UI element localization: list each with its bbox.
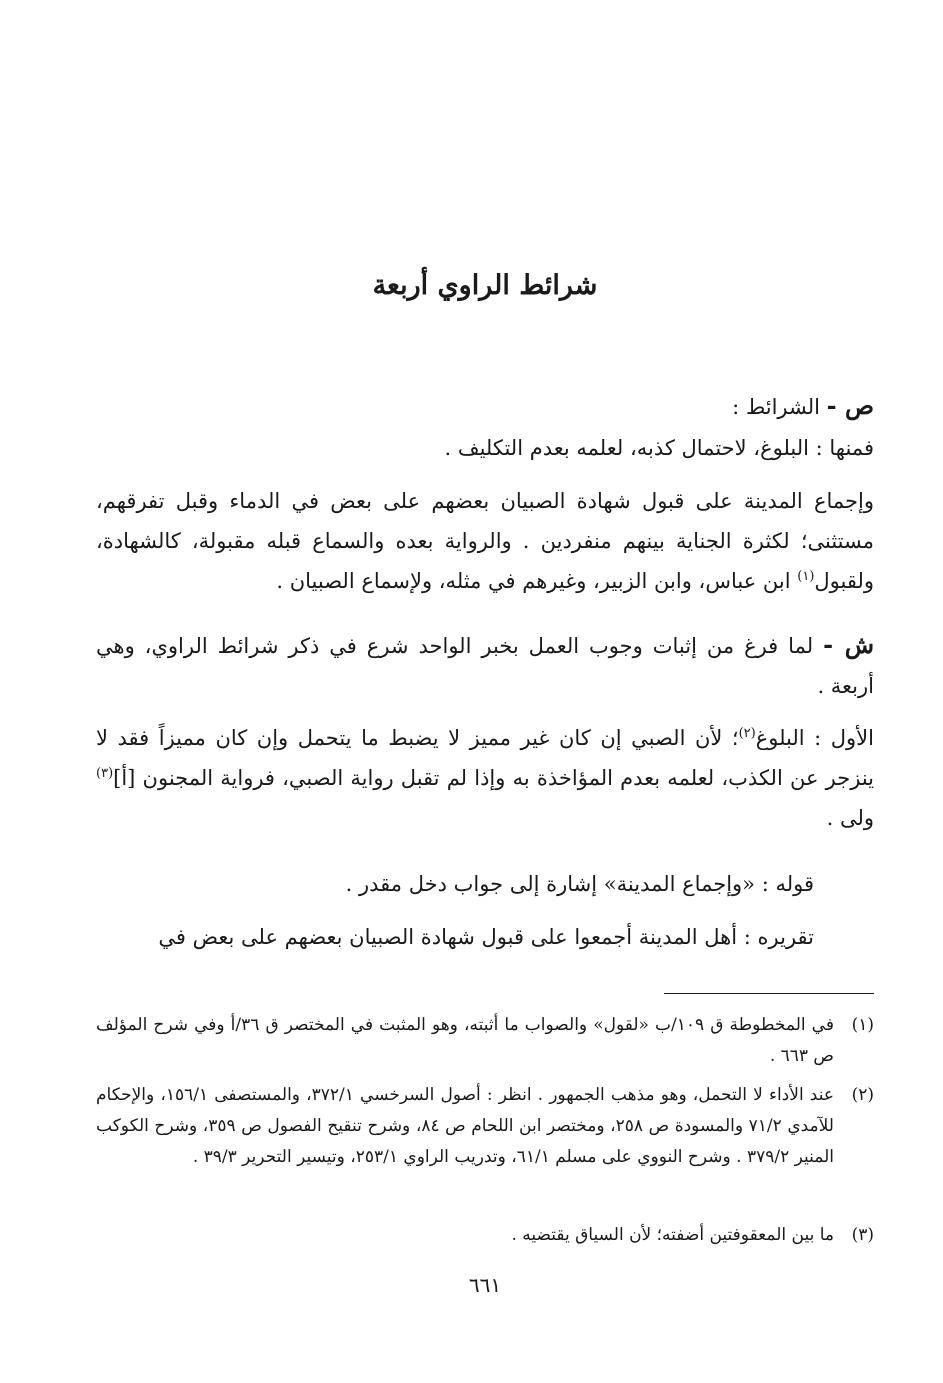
sharh-paragraph-2-start: الأول : البلوغ [755, 726, 874, 750]
sharh-paragraph-2 [96, 718, 874, 838]
matn-paragraph-2-end: ابن عباس، وابن الزبير، وغيرهم في مثله، ولإسماع الصبيان . [276, 569, 798, 593]
footnote-3 [96, 1220, 874, 1251]
sharh-paragraph-2-end: ولى . [826, 806, 874, 830]
footnote-1-number: (١) [851, 1015, 874, 1035]
matn-paragraph-2-text: وإجماع المدينة على قبول شهادة الصبيان بعضهم على بعض في الدماء وقبل تفرقهم، مستثنى؛ لكثرة الجناية بينهم منفردين . والرواية بعده والسماع قبله مقبولة، كالشهادة، ولقبول [96, 489, 874, 593]
footnote-2-number: (٢) [851, 1085, 874, 1105]
footnote-1-text: في المخطوطة ق ١٠٩/ب «لقول» والصواب ما أثبته، وهو المثبت في المختصر ق ٣٦/أ وفي شرح المؤلف ص ٦٦٣ . [96, 1015, 834, 1066]
page-number: ٦٦١ [468, 1273, 502, 1297]
matn-paragraph-1: فمنها : البلوغ، لاحتمال كذبه، لعلمه بعدم التكليف . [444, 436, 874, 460]
sharh-paragraph-1 [96, 625, 874, 706]
chapter-title: شرائط الراوي أربعة [372, 270, 598, 301]
footnote-ref-2: (٢) [738, 726, 756, 741]
footnote-1 [96, 1010, 874, 1072]
sharh-paragraph-1-text: لما فرغ من إثبات وجوب العمل بخبر الواحد شرع في ذكر شرائط الراوي، وهي أربعة . [96, 634, 874, 698]
footnote-3-text: ما بين المعقوفتين أضفته؛ لأن السياق يقتضيه . [511, 1225, 834, 1245]
matn-heading-text: الشرائط : [732, 395, 827, 419]
footnote-separator [664, 993, 874, 994]
footnote-2 [96, 1080, 874, 1173]
sharh-paragraph-4: تقريره : أهل المدينة أجمعوا على قبول شهادة الصبيان بعضهم على بعض في [158, 925, 814, 949]
sharh-paragraph-2-text: ؛ لأن الصبي إن كان غير مميز لا يضبط ما يتحمل وإن كان مميزاً فقد لا ينزجر عن الكذب، لعلمه بعدم المؤاخذة به وإذا لم تقبل رواية الصبي، فرواية المجنون [أ] [96, 726, 874, 790]
book-page [96, 0, 874, 1383]
sharh-paragraph-3: قوله : «وإجماع المدينة» إشارة إلى جواب دخل مقدر . [345, 872, 814, 896]
footnote-3-number: (٣) [851, 1225, 874, 1245]
footnote-ref-1: (١) [797, 569, 815, 584]
footnote-2-text: عند الأداء لا التحمل، وهو مذهب الجمهور . انظر : أصول السرخسي ٣٧٢/١، والمستصفى ١٥٦/١، والإحكام للآمدي ٧١/٢ والمسودة ص ٢٥٨، ومختصر ابن اللحام ص ٨٤، وشرح تنقيح الفصول ص ٣٥٩، وشرح الكوكب المنير ٣٧٩/٢ . وشرح النووي على مسلم ٦١/١، وتدريب الراوي ٢٥٣/١، وتيسير التحرير ٣٩/٣ . [96, 1085, 835, 1167]
matn-heading [96, 386, 874, 427]
shin-marker: ش - [823, 630, 874, 659]
matn-paragraph-2 [96, 481, 874, 601]
footnote-ref-3: (٣) [96, 766, 114, 781]
sad-marker: ص - [826, 391, 874, 420]
